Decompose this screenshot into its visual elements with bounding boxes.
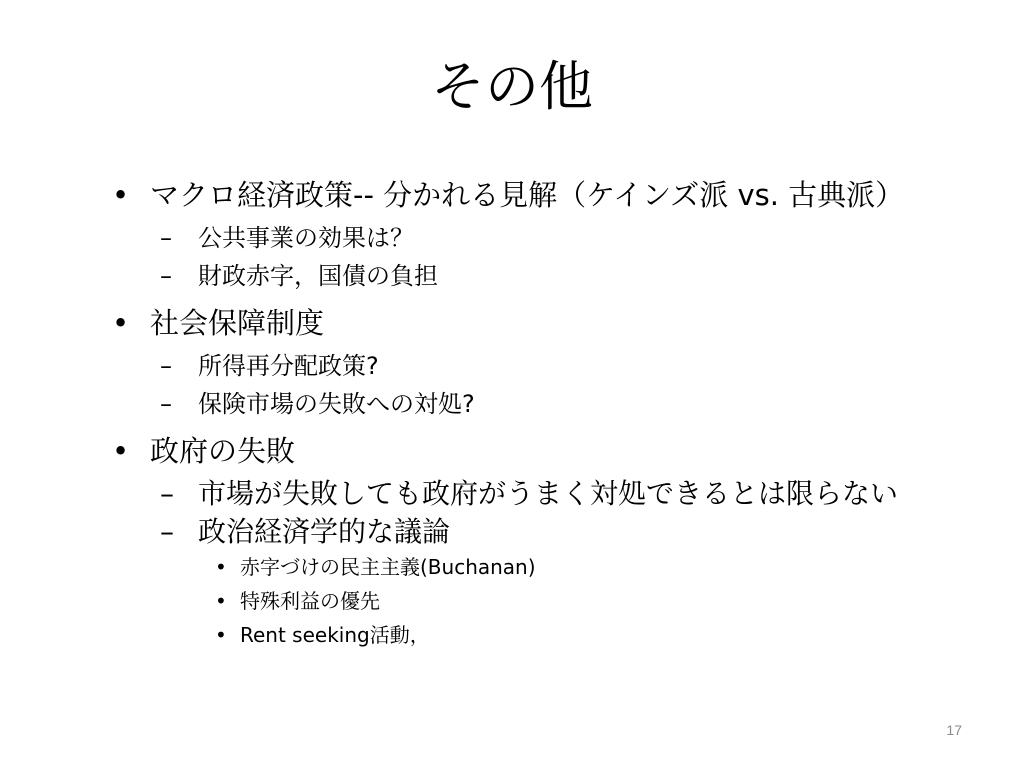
sub-item-text: 公共事業の効果は？	[198, 224, 414, 252]
dash-icon: –	[160, 390, 172, 418]
bullet-text: マクロ経済政策-- 分かれる見解（ケインズ派 vs. 古典派）	[150, 178, 905, 212]
sub-sub-item-deficit-democracy	[112, 552, 952, 582]
slide-title: その他	[431, 55, 593, 118]
bullet-dot-icon: •	[112, 178, 130, 212]
bullet-list	[112, 170, 952, 650]
sub-sub-item-text: 赤字づけの民主主義(Buchanan)	[240, 555, 536, 579]
sub-sub-item-text: Rent seeking活動，	[240, 623, 430, 647]
sub-sub-item-rent-seeking	[112, 620, 952, 650]
dash-icon: –	[160, 224, 172, 252]
bullet-item-government-failure	[112, 430, 952, 472]
bullet-dot-icon: •	[112, 434, 130, 468]
sub-sub-item-special-interests	[112, 586, 952, 616]
sub-item-fiscal-deficit	[112, 260, 952, 292]
bullet-text: 政府の失敗	[150, 434, 296, 468]
bullet-item-macro-policy	[112, 174, 952, 216]
bullet-dot-icon: •	[215, 623, 227, 647]
sub-item-text: 財政赤字，国債の負担	[198, 262, 438, 290]
sub-item-public-works	[112, 222, 952, 254]
dash-icon: –	[160, 515, 174, 548]
sub-sub-item-text: 特殊利益の優先	[240, 589, 380, 613]
dash-icon: –	[160, 262, 172, 290]
sub-item-government-limits	[112, 478, 952, 510]
bullet-dot-icon: •	[112, 306, 130, 340]
sub-item-insurance-failure	[112, 388, 952, 420]
dash-icon: –	[160, 477, 174, 510]
page-number: 17	[946, 722, 962, 738]
bullet-text: 社会保障制度	[150, 306, 325, 340]
bullet-item-social-security	[112, 302, 952, 344]
sub-item-political-economy	[112, 516, 952, 548]
sub-item-text: 市場が失敗しても政府がうまく対処できるとは限らない	[198, 477, 899, 510]
dash-icon: –	[160, 352, 172, 380]
sub-item-redistribution	[112, 350, 952, 382]
sub-item-text: 所得再分配政策?	[198, 352, 379, 380]
bullet-dot-icon: •	[215, 589, 227, 613]
bullet-dot-icon: •	[215, 555, 227, 579]
sub-item-text: 政治経済学的な議論	[198, 515, 451, 548]
sub-item-text: 保険市場の失敗への対処?	[198, 390, 475, 418]
